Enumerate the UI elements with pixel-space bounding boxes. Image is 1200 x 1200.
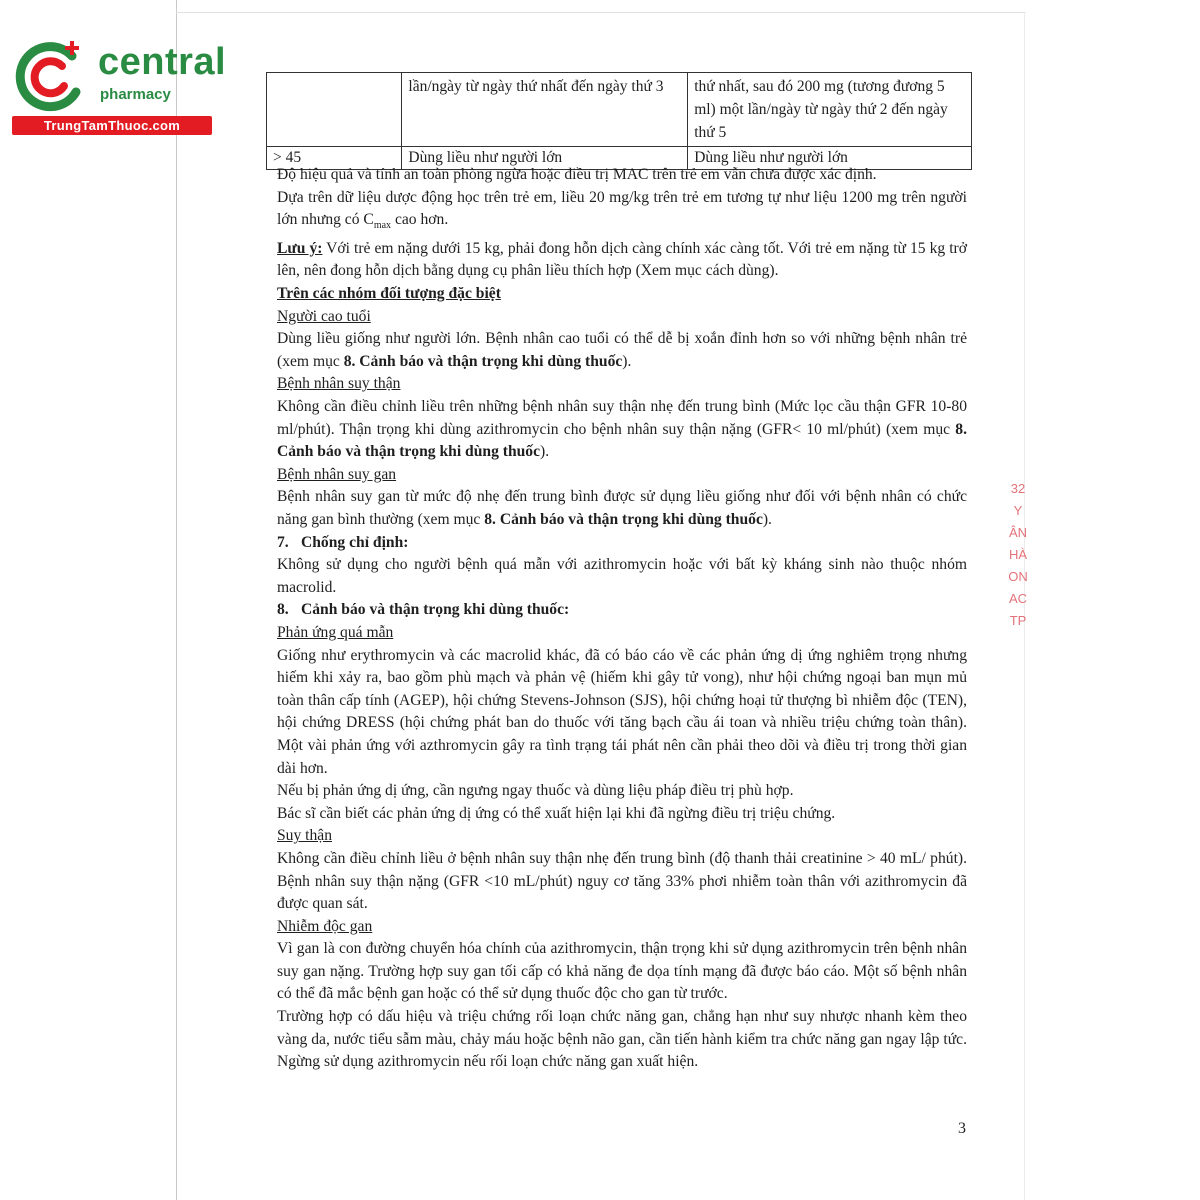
logo-mark-icon xyxy=(10,36,94,116)
paragraph: Dựa trên dữ liệu dược động học trên trẻ em, liều 20 mg/kg trên trẻ em tương tự như liệu 1200 mg trên người lớn nhưng có $C_{max}$ cao hơn. xyxy=(277,188,967,232)
logo-sub-text: pharmacy xyxy=(100,86,171,103)
subheading-hypersensitivity: Phản ứng quá mẫn xyxy=(277,623,394,641)
page-left-edge xyxy=(176,0,177,1200)
paragraph: Nếu bị phản ứng dị ứng, cần ngưng ngay thuốc và dùng liệu pháp điều trị phù hợp. xyxy=(277,782,794,800)
section-heading-contraindications: 7. Chống chỉ định: xyxy=(277,533,409,551)
paragraph: Trường hợp có dấu hiệu và triệu chứng rối loạn chức năng gan, chẳng hạn như suy nhược nhanh kèm theo vàng da, nước tiểu sẫm màu, chảy máu hoặc bệnh não gan, cần tiến hành kiểm tra chức năng gan ngay lập tức. Ngừng sử dụng azithromycin nếu rối loạn chức năng gan xuất hiện. xyxy=(277,1008,967,1071)
logo-brand-text: central xyxy=(98,41,227,83)
paragraph: Giống như erythromycin và các macrolid khác, đã có báo cáo về các phản ứng dị ứng nghiêm trọng nhưng hiếm khi xảy ra, bao gồm phù mạch và phản vệ (hiếm khi gây tử vong), như hội chứng ngoại ban mụn mủ toàn thân cấp tính (AGEP), hội chứng Stevens-Johnson (SJS), hội chứng hoại tử thượng bì nhiễm độc (TEN), hội chứng DRESS (hội chứng phát ban do thuốc với tăng bạch cầu ái toan và nhiều triệu chứng toàn thân). Một vài phản ứng với azthromycin gây ra tình trạng tái phát nên cần phải theo dõi và điều trị trong thời gian dài hơn. xyxy=(277,646,967,777)
table-cell: > 45 xyxy=(267,147,402,170)
paragraph: Vì gan là con đường chuyển hóa chính của azithromycin, thận trọng khi sử dụng azithromycin trên bệnh nhân suy gan nặng. Trường hợp suy gan tối cấp có khả năng đe dọa tính mạng đã được báo cáo. Một số bệnh nhân có thể đã mắc bệnh gan hoặc có thể sử dụng thuốc độc cho gan từ trước. xyxy=(277,940,967,1003)
table-cell: lần/ngày từ ngày thứ nhất đến ngày thứ 3 xyxy=(402,73,688,147)
red-stamp-fragment: 32 Y ÂN HÀ ON AC TP xyxy=(1008,481,1028,628)
table-cell: Dùng liều như người lớn xyxy=(402,147,688,170)
logo-banner: TrungTamThuoc.com xyxy=(12,116,212,135)
subheading-hepatotoxicity: Nhiễm độc gan xyxy=(277,917,373,935)
section-heading-special-groups: Trên các nhóm đối tượng đặc biệt xyxy=(277,285,501,303)
central-pharmacy-logo xyxy=(10,36,227,136)
dosage-table xyxy=(266,72,972,170)
paragraph: Bệnh nhân suy gan từ mức độ nhẹ đến trung bình được sử dụng liều giống như đối với bệnh nhân có chức năng gan bình thường (xem mục 8. Cảnh báo và thận trọng khi dùng thuốc). xyxy=(277,488,967,529)
table-row xyxy=(267,73,972,147)
paragraph: Độ hiệu quả và tính an toàn phòng ngừa hoặc điều trị MAC trên trẻ em vẫn chưa được xác định. xyxy=(277,166,877,183)
table-cell: Dùng liều như người lớn xyxy=(688,147,972,170)
paragraph: Không cần điều chỉnh liều ở bệnh nhân suy thận nhẹ đến trung bình (độ thanh thải creatinine > 40 mL/ phút). Bệnh nhân suy thận nặng (GFR <10 mL/phút) nguy cơ tăng 33% phơi nhiễm toàn thân với azithromycin đã được quan sát. xyxy=(277,849,967,913)
table-cell xyxy=(267,73,402,147)
subheading-renal-failure: Suy thận xyxy=(277,827,333,845)
section-heading-warnings: 8. Cảnh báo và thận trọng khi dùng thuốc: xyxy=(277,601,570,619)
note-paragraph: Lưu ý: Với trẻ em nặng dưới 15 kg, phải đong hỗn dịch càng chính xác càng tốt. Với trẻ em nặng từ 15 kg trở lên, nên đong hỗn dịch bằng dụng cụ phân liều thích hợp (Xem mục cách dùng). xyxy=(277,239,967,280)
table-cell: thứ nhất, sau đó 200 mg (tương đương 5 ml) một lần/ngày từ ngày thứ 2 đến ngày thứ 5 xyxy=(688,73,972,147)
note-label: Lưu ý: xyxy=(277,239,323,257)
subheading-renal: Bệnh nhân suy thận xyxy=(277,375,401,393)
subheading-hepatic: Bệnh nhân suy gan xyxy=(277,465,397,483)
paragraph: Dùng liều giống như người lớn. Bệnh nhân cao tuổi có thể dễ bị xoắn đỉnh hơn so với những bệnh nhân trẻ (xem mục 8. Cảnh báo và thận trọng khi dùng thuốc). xyxy=(277,330,967,370)
document-body xyxy=(277,164,967,1074)
paragraph: Không cần điều chỉnh liều trên những bệnh nhân suy thận nhẹ đến trung bình (Mức lọc cầu thận GFR 10-80 ml/phút). Thận trọng khi dùng azithromycin cho bệnh nhân suy thận nặng (GFR< 10 ml/phút) (xem mục 8. Cảnh báo và thận trọng khi dùng thuốc). xyxy=(277,398,967,461)
page-number: 3 xyxy=(958,1120,966,1137)
subheading-elderly: Người cao tuổi xyxy=(277,307,371,325)
paragraph: Bác sĩ cần biết các phản ứng dị ứng có thể xuất hiện lại khi đã ngừng điều trị triệu chứng. xyxy=(277,804,836,822)
page-top-edge xyxy=(176,12,1026,13)
paragraph: Không sử dụng cho người bệnh quá mẫn với azithromycin hoặc với bất kỳ kháng sinh nào thuộc nhóm macrolid. xyxy=(277,556,967,596)
